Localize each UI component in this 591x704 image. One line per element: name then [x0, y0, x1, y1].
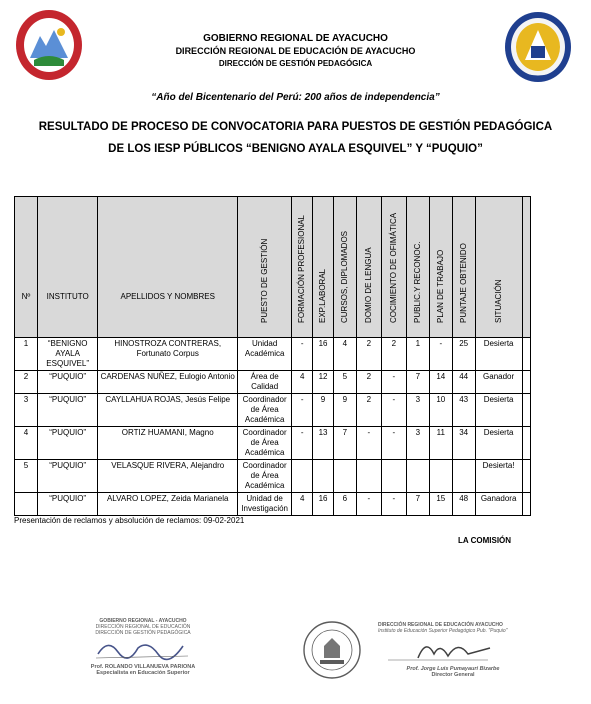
cell-num: 4 — [15, 427, 38, 460]
cell-instituto: “PUQUIO” — [37, 371, 97, 394]
cell-puesto: Área de Calidad — [238, 371, 292, 394]
cell-blank — [522, 394, 530, 427]
col-header-exp: EXP.LABORAL — [313, 197, 334, 338]
left-stamp-line-2: DIRECCIÓN REGIONAL DE EDUCACIÓN — [95, 624, 191, 630]
cell-nombres: ORTIZ HUAMANI, Magno — [98, 427, 238, 460]
col-header-instituto: INSTITUTO — [37, 197, 97, 338]
table-row — [15, 338, 531, 371]
document-title-line-1: RESULTADO DE PROCESO DE CONVOCATORIA PARA PUESTOS DE GESTIÓN PEDAGÓGICA — [38, 121, 553, 133]
cell-puntaje: 25 — [452, 338, 475, 371]
cell-plan: 10 — [429, 394, 452, 427]
cell-formacion: 4 — [292, 493, 313, 516]
cell-blank — [522, 371, 530, 394]
col-header-puesto: PUESTO DE GESTIÓN — [238, 197, 292, 338]
cell-blank — [522, 460, 530, 493]
cell-nombres: CARDENAS NUÑEZ, Eulogio Antonio — [98, 371, 238, 394]
col-header-num: Nº — [15, 197, 38, 338]
ministry-seal — [302, 620, 362, 685]
cell-public: 1 — [406, 338, 429, 371]
cell-situacion: Desierta — [475, 427, 522, 460]
right-stamp-line-1: DIRECCIÓN REGIONAL DE EDUCACIÓN AYACUCHO — [378, 622, 503, 628]
table-header-row — [15, 197, 531, 338]
cell-instituto: “PUQUIO” — [37, 460, 97, 493]
col-header-situacion: SITUACIÓN — [475, 197, 522, 338]
cell-nombres: HINOSTROZA CONTRERAS, Fortunato Corpus — [98, 338, 238, 371]
cell-formacion: - — [292, 338, 313, 371]
commission-label: LA COMISIÓN — [458, 536, 512, 545]
cell-public: 3 — [406, 394, 429, 427]
cell-formacion: - — [292, 394, 313, 427]
cell-instituto: “PUQUIO” — [37, 493, 97, 516]
claims-note: Presentación de reclamos y absolución de reclamos: 09-02-2021 — [14, 516, 245, 525]
cell-lengua: 2 — [356, 338, 381, 371]
left-stamp-line-1: GOBIERNO REGIONAL - AYACUCHO — [99, 618, 187, 624]
document-title-line-2: DE LOS IESP PÚBLICOS “BENIGNO AYALA ESQUIVEL” Y “PUQUIO” — [108, 143, 483, 155]
cell-instituto: “PUQUIO” — [37, 427, 97, 460]
right-stamp-line-2: Instituto de Educación Superior Pedagógico Pub. "Puquio" — [378, 628, 508, 634]
cell-exp: 16 — [313, 338, 334, 371]
cell-situacion: Desierta — [475, 338, 522, 371]
col-header-cursos: CURSOS, DIPLOMADOS — [333, 197, 356, 338]
cell-blank — [522, 338, 530, 371]
motto: “Año del Bicentenario del Perú: 200 años de independencia” — [151, 92, 440, 103]
header-line-1: GOBIERNO REGIONAL DE AYACUCHO — [203, 33, 388, 44]
table-row — [15, 394, 531, 427]
cell-situacion: Ganador — [475, 371, 522, 394]
cell-plan: 14 — [429, 371, 452, 394]
cell-lengua — [356, 460, 381, 493]
cell-lengua: 2 — [356, 371, 381, 394]
cell-num: 5 — [15, 460, 38, 493]
left-stamp-line-3: DIRECCIÓN DE GESTIÓN PEDAGÓGICA — [95, 630, 191, 636]
cell-formacion: 4 — [292, 371, 313, 394]
cell-ofimatica: 2 — [381, 338, 406, 371]
cell-exp: 12 — [313, 371, 334, 394]
cell-ofimatica: - — [381, 427, 406, 460]
table-row — [15, 371, 531, 394]
cell-ofimatica — [381, 460, 406, 493]
cell-situacion: Desierta! — [475, 460, 522, 493]
cell-puesto: Coordinador de Área Académica — [238, 394, 292, 427]
cell-nombres: VELASQUE RIVERA, Alejandro — [98, 460, 238, 493]
left-signer-role: Especialista en Educación Superior — [96, 670, 190, 676]
right-signature-block — [378, 622, 528, 678]
cell-cursos: 6 — [333, 493, 356, 516]
header-line-2: DIRECCIÓN REGIONAL DE EDUCACIÓN DE AYACUCHO — [175, 46, 416, 56]
cell-plan: 15 — [429, 493, 452, 516]
col-header-lengua: DOMIO DE LENGUA — [356, 197, 381, 338]
cell-cursos: 5 — [333, 371, 356, 394]
table-row — [15, 427, 531, 460]
cell-ofimatica: - — [381, 394, 406, 427]
right-signer-name: Prof. Jorge Luis Pumayauri Bizarbe — [406, 666, 500, 672]
cell-cursos — [333, 460, 356, 493]
table-row — [15, 493, 531, 516]
cell-instituto: “BENIGNO AYALA ESQUIVEL” — [37, 338, 97, 371]
cell-exp — [313, 460, 334, 493]
cell-num: 3 — [15, 394, 38, 427]
cell-lengua: - — [356, 427, 381, 460]
cell-ofimatica: - — [381, 371, 406, 394]
right-signer-role: Director General — [431, 672, 475, 678]
cell-num — [15, 493, 38, 516]
cell-plan: 11 — [429, 427, 452, 460]
cell-nombres: ALVARO LOPEZ, Zeida Marianela — [98, 493, 238, 516]
cell-nombres: CAYLLAHUA ROJAS, Jesús Felipe — [98, 394, 238, 427]
cell-exp: 13 — [313, 427, 334, 460]
cell-public — [406, 460, 429, 493]
col-header-plan: PLAN DE TRABAJO — [429, 197, 452, 338]
cell-situacion: Desierta — [475, 394, 522, 427]
cell-formacion: - — [292, 427, 313, 460]
col-header-nombres: APELLIDOS Y NOMBRES — [98, 197, 238, 338]
cell-ofimatica: - — [381, 493, 406, 516]
cell-puesto: Coordinador de Área Académica — [238, 460, 292, 493]
cell-cursos: 7 — [333, 427, 356, 460]
cell-puntaje: 48 — [452, 493, 475, 516]
cell-lengua: 2 — [356, 394, 381, 427]
cell-cursos: 9 — [333, 394, 356, 427]
cell-puntaje: 44 — [452, 371, 475, 394]
cell-plan — [429, 460, 452, 493]
cell-num: 2 — [15, 371, 38, 394]
left-handwritten-signature — [88, 636, 198, 662]
cell-instituto: “PUQUIO” — [37, 394, 97, 427]
cell-blank — [522, 493, 530, 516]
cell-lengua: - — [356, 493, 381, 516]
cell-puntaje: 34 — [452, 427, 475, 460]
cell-cursos: 4 — [333, 338, 356, 371]
col-header-ofimatica: COCIMIENTO DE OFIMÁTICA — [381, 197, 406, 338]
col-header-blank — [522, 197, 530, 338]
right-handwritten-signature — [378, 634, 498, 664]
table-row — [15, 460, 531, 493]
col-header-public: PUBLIC.Y RECONOC. — [406, 197, 429, 338]
cell-plan: - — [429, 338, 452, 371]
cell-public: 3 — [406, 427, 429, 460]
cell-formacion — [292, 460, 313, 493]
cell-puesto: Coordinador de Área Académica — [238, 427, 292, 460]
col-header-formacion: FORMACIÓN PROFESIONAL — [292, 197, 313, 338]
cell-puntaje: 43 — [452, 394, 475, 427]
cell-public: 7 — [406, 371, 429, 394]
cell-puesto: Unidad Académica — [238, 338, 292, 371]
left-signer-name: Prof. ROLANDO VILLANUEVA PARIONA — [90, 664, 196, 670]
results-table — [14, 196, 531, 516]
cell-puntaje — [452, 460, 475, 493]
cell-blank — [522, 427, 530, 460]
cell-public: 7 — [406, 493, 429, 516]
cell-num: 1 — [15, 338, 38, 371]
left-signature-block — [78, 618, 208, 676]
col-header-puntaje: PUNTAJE OBTENIDO — [452, 197, 475, 338]
cell-exp: 9 — [313, 394, 334, 427]
cell-puesto: Unidad de Investigación — [238, 493, 292, 516]
cell-situacion: Ganadora — [475, 493, 522, 516]
cell-exp: 16 — [313, 493, 334, 516]
header-line-3: DIRECCIÓN DE GESTIÓN PEDAGÓGICA — [218, 59, 373, 68]
